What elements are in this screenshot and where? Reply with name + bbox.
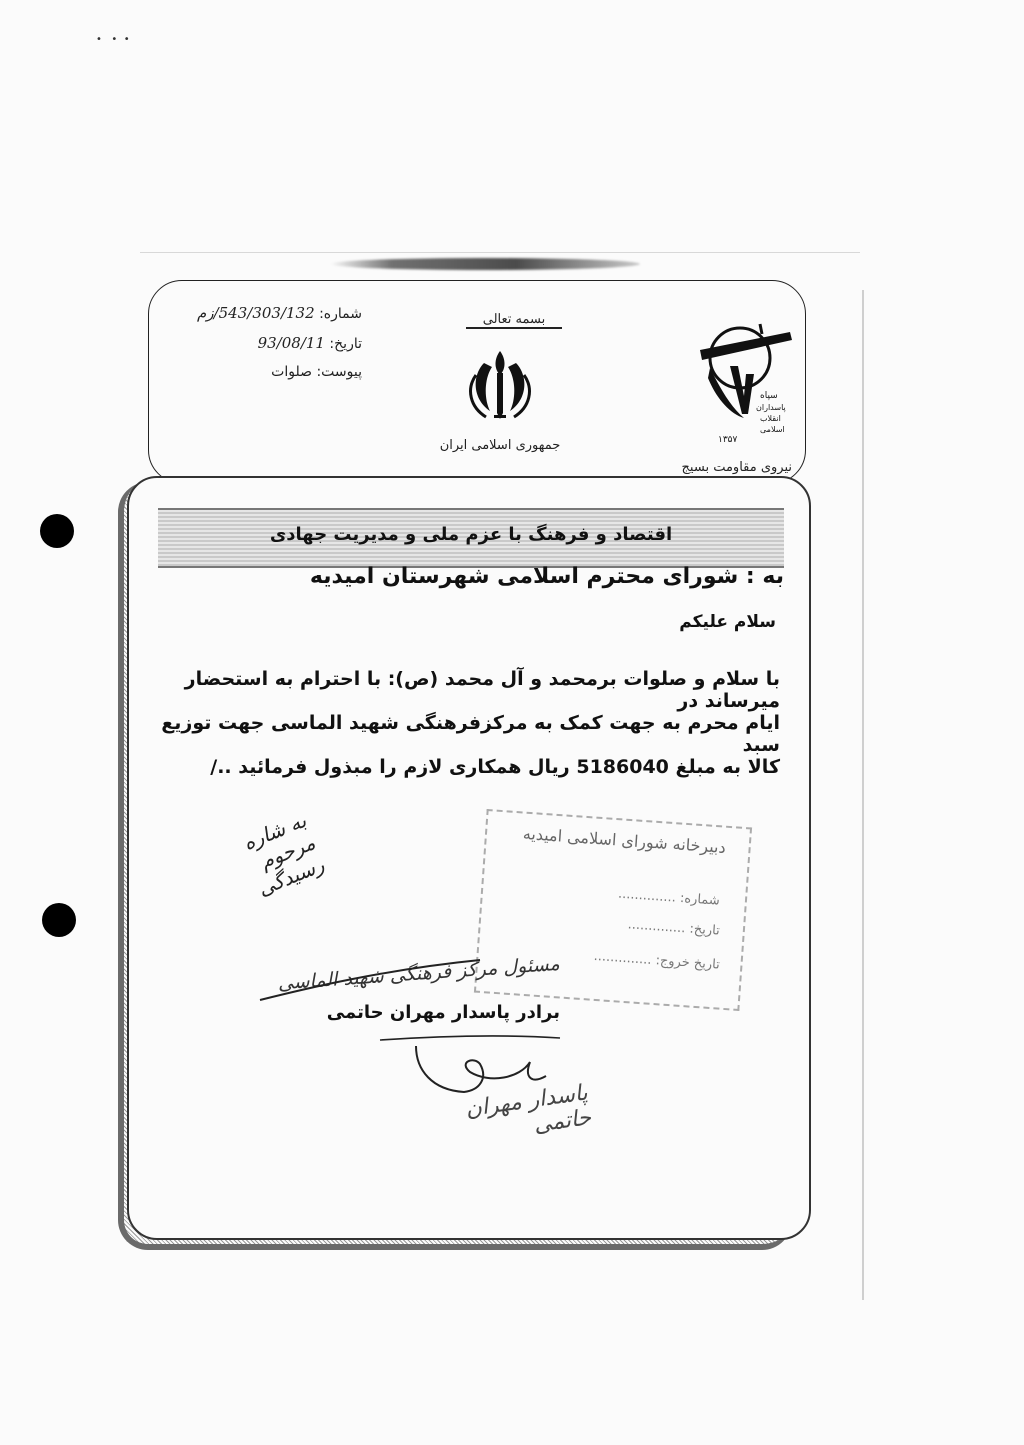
- bismillah: بسمه تعالی: [466, 312, 562, 329]
- attachment-label: پیوست:: [316, 364, 362, 380]
- svg-text:اسلامی: اسلامی: [760, 425, 785, 434]
- letter-date: [172, 334, 362, 352]
- force-caption: نیروی مقاومت بسیج: [681, 460, 792, 475]
- date-value: 93/08/11: [257, 334, 325, 352]
- svg-text:پاسداران: پاسداران: [756, 403, 786, 412]
- svg-text:۱۳۵۷: ۱۳۵۷: [718, 435, 738, 445]
- letter-attachment: [172, 364, 362, 380]
- stamp-title: دبیرخانه شورای اسلامی امیدیه: [522, 823, 727, 857]
- irgc-emblem-icon: [690, 318, 800, 446]
- signature-role: مسئول مرکز فرهنگی شهید الماسی: [277, 952, 561, 995]
- handwritten-signature: پاسدار مهران حاتمی: [464, 1080, 593, 1138]
- punch-hole-bottom: [42, 903, 76, 937]
- scan-smudge: [330, 258, 640, 270]
- slogan-text: اقتصاد و فرهنگ با عزم ملی و مدیریت جهادی: [269, 524, 673, 545]
- body-line-3: کالا به مبلغ 5186040 ریال همکاری لازم را مبذول فرمائید ../: [210, 756, 780, 778]
- stamp-date: تاریخ: ..............: [627, 917, 721, 939]
- recipient-line: به : شورای محترم اسلامی شهرستان امیدیه: [309, 564, 784, 589]
- punch-hole-top: [40, 514, 74, 548]
- date-label: تاریخ:: [329, 336, 362, 352]
- iran-emblem-icon: [464, 345, 536, 423]
- stamp-date-label: تاریخ:: [689, 921, 721, 939]
- republic-caption: جمهوری اسلامی ایران: [439, 438, 561, 453]
- svg-text:سپاه: سپاه: [760, 391, 778, 401]
- handwritten-note: به شاره مرحوم رسیدگی: [239, 808, 328, 901]
- stamp-number: شماره: ..............: [617, 886, 721, 909]
- letter-number: [172, 304, 362, 322]
- stamp-exit-label: تاریخ خروج:: [655, 953, 721, 973]
- scan-dots: • • •: [96, 34, 130, 45]
- greeting: سلام علیکم: [679, 612, 776, 632]
- stamp-exit: تاریخ خروج: ..............: [593, 948, 721, 973]
- number-value: 543/303/132/زم: [197, 304, 315, 322]
- svg-text:انقلاب: انقلاب: [760, 414, 781, 423]
- stamp-number-label: شماره:: [679, 890, 721, 909]
- body-line-1: با سلام و صلوات برمحمد و آل محمد (ص): با احترام به استحضار میرساند در: [184, 668, 780, 712]
- scan-edge-right: [862, 290, 864, 1300]
- body-line-2: ایام محرم به جهت کمک به مرکزفرهنگی شهید الماسی جهت توزیع سبد: [161, 712, 780, 756]
- number-label: شماره:: [319, 306, 362, 322]
- signature-name: برادر پاسدار مهران حاتمی: [326, 1002, 560, 1023]
- scan-edge-top: [140, 252, 860, 253]
- signature-scribble: [180, 800, 600, 1130]
- attachment-value: صلوات: [271, 364, 312, 380]
